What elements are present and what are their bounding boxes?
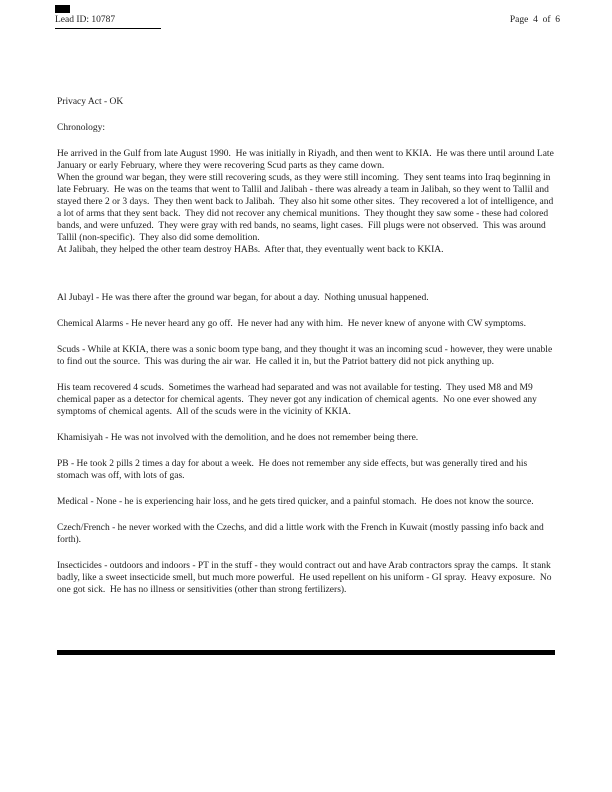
chronology-block bbox=[57, 148, 556, 256]
page-number: Page 4 of 6 bbox=[509, 15, 560, 25]
topic-sections bbox=[57, 292, 556, 596]
chronology-paragraph: He arrived in the Gulf from late August 1990. He was initially in Riyadh, and then went to KKIA. He was there until around Late January or early February, where they were recovering Scud parts as they came down. bbox=[57, 149, 557, 171]
paragraph-scud-recovery: His team recovered 4 scuds. Sometimes the warhead had separated and was not available for testing. They used M8 and M9 chemical paper as a detector for chemical agents. They never got any indication of chemical agents. No one ever showed any symptoms of chemical agents. All of the scuds were in the vicinity of KKIA. bbox=[57, 383, 540, 417]
privacy-act-line: Privacy Act - OK bbox=[57, 97, 124, 107]
page-header bbox=[0, 0, 612, 40]
lead-id-block bbox=[55, 5, 161, 29]
paragraph-scuds: Scuds - While at KKIA, there was a sonic boom type bang, and they thought it was an incoming scud - however, they were unable to find out the source. This was during the air war. He called it in, but the Patriot battery did not pick anything up. bbox=[57, 345, 555, 367]
redaction-mark bbox=[55, 5, 70, 13]
paragraph-czech-french: Czech/French - he never worked with the Czechs, and did a little work with the French in Kuwait (mostly passing info back and forth). bbox=[57, 523, 547, 545]
paragraph-khamisiyah: Khamisiyah - He was not involved with the demolition, and he does not remember being there. bbox=[57, 433, 419, 443]
paragraph-chemical-alarms: Chemical Alarms - He never heard any go off. He never had any with him. He never knew of anyone with CW symptoms. bbox=[57, 319, 526, 329]
paragraph-al-jubayl: Al Jubayl - He was there after the ground war began, for about a day. Nothing unusual happened. bbox=[57, 293, 429, 303]
paragraph-pb: PB - He took 2 pills 2 times a day for about a week. He does not remember any side effects, but was generally tired and his stomach was off, with lots of gas. bbox=[57, 459, 530, 481]
redaction-bar bbox=[57, 650, 555, 655]
paragraph-medical: Medical - None - he is experiencing hair loss, and he gets tired quicker, and a painful stomach. He does not know the source. bbox=[57, 497, 534, 507]
lead-id-label: Lead ID: 10787 bbox=[55, 14, 161, 29]
chronology-paragraph: At Jalibah, they helped the other team destroy HABs. After that, they eventually went back to KKIA. bbox=[57, 245, 444, 255]
document-body bbox=[57, 96, 556, 610]
chronology-heading: Chronology: bbox=[57, 123, 106, 133]
chronology-paragraph: When the ground war began, they were still recovering scuds, as they were still incoming. They sent teams into Iraq beginning in late February. He was on the teams that went to Tallil and Jalibah - there was already a team in Jalibah, so they went to Tallil and stayed there 2 or 3 days. They then went back to Jalibah. They also hit some other sites. They recovered a lot of intelligence, and a lot of arms that they sent back. They did not recover any chemical munitions. They thought they saw some - these had colored bands, and were unfuzed. They were gray with red bands, no seams, light cases. Fill plugs were not observed. This was around Tallil (non-specific). They also did some demolition. bbox=[57, 173, 556, 243]
paragraph-insecticides: Insecticides - outdoors and indoors - PT in the stuff - they would contract out and have Arab contractors spray the camps. It stank badly, like a sweet insecticide smell, but much more powerful. He used repellent on his uniform - GI spray. Heavy exposure. No one got sick. He has no illness or sensitivities (other than strong fertilizers). bbox=[57, 561, 554, 595]
